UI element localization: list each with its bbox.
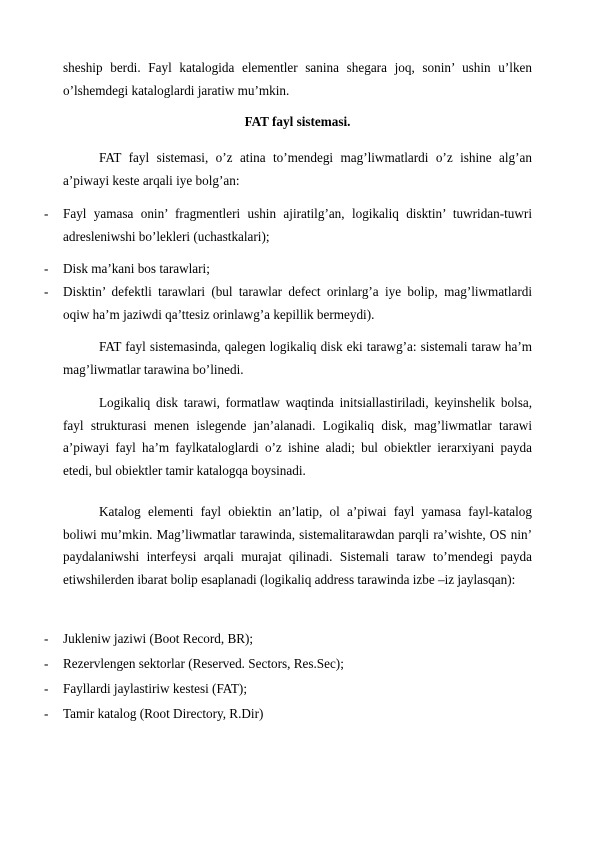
bullet-dash: - — [44, 261, 49, 276]
bullet-dash: - — [44, 706, 49, 721]
bullet-dash: - — [44, 631, 49, 646]
paragraph-catalog-element: Katalog elementi fayl obiektin an’latip, ol a’piwai fayl yamasa fayl-katalog boliwi mu’mkin. Mag’liwmatlar tarawinda, sistemalitarawdan parqli ra’wishte, OS nin’ paydalaniwshi interfeysi arqali murajat qilinadi. Sistemali taraw to’mendegi payda etiwshilerden ibarat bolip esaplanadi (logikaliq address tarawinda izbe –iz jaylasqan): — [63, 504, 532, 587]
paragraph-logical-disk: Logikaliq disk tarawi, formatlaw waqtinda initsiallastiriladi, keyinshelik bolsa, fayl strukturasi menen islegende jan’alanadi. Logikaliq disk, mag’liwmatlar tarawi a’piwayi fayl ha’m faylkataloglardi o’z ishine aladi; bul obiektler ierarxiyani payda etedi, bul obiektler tamir katalogqa boysinadi. — [63, 395, 532, 478]
list-item-text: Jukleniw jaziwi (Boot Record, BR); — [63, 631, 254, 646]
bullet-dash: - — [44, 206, 49, 221]
list-item-text: Disk ma’kani bos tarawlari; — [63, 261, 210, 276]
paragraph-intro: sheship berdi. Fayl katalogida elementler sanina shegara joq, sonin’ ushin u’lken o’lshemdegi kataloglardi jaratiw mu’mkin. — [63, 60, 532, 98]
list-item-text: Rezervlengen sektorlar (Reserved. Sectors, Res.Sec); — [63, 656, 344, 671]
paragraph-fat-areas: FAT fayl sistemasinda, qalegen logikaliq disk eki tarawg’a: sistemali taraw ha’m mag’liwmatlar tarawina bo’linedi. — [63, 339, 532, 377]
bullet-dash: - — [44, 284, 49, 299]
list-item-text: Fayllardi jaylastiriw kestesi (FAT); — [63, 681, 247, 696]
list-item-text: Disktin’ defektli tarawlari (bul tarawlar defect orinlarg’a iye bolip, mag’liwmatlardi oqiw ha’m jaziwdi qa’ttesiz orinlawg’a kepillik bermeydi). — [63, 284, 532, 322]
list-item-text: Fayl yamasa onin’ fragmentleri ushin ajiratilg’an, logikaliq disktin’ tuwridan-tuwri adresleniwshi bo’lekleri (uchastkalari); — [63, 206, 532, 244]
bullet-dash: - — [44, 681, 49, 696]
paragraph-fat-intro: FAT fayl sistemasi, o’z atina to’mendegi mag’liwmatlardi o’z ishine alg’an a’piwayi keste arqali iye bolg’an: — [63, 150, 532, 188]
list-item-text: Tamir katalog (Root Directory, R.Dir) — [63, 706, 264, 721]
section-heading: FAT fayl sistemasi. — [244, 114, 351, 129]
bullet-dash: - — [44, 656, 49, 671]
